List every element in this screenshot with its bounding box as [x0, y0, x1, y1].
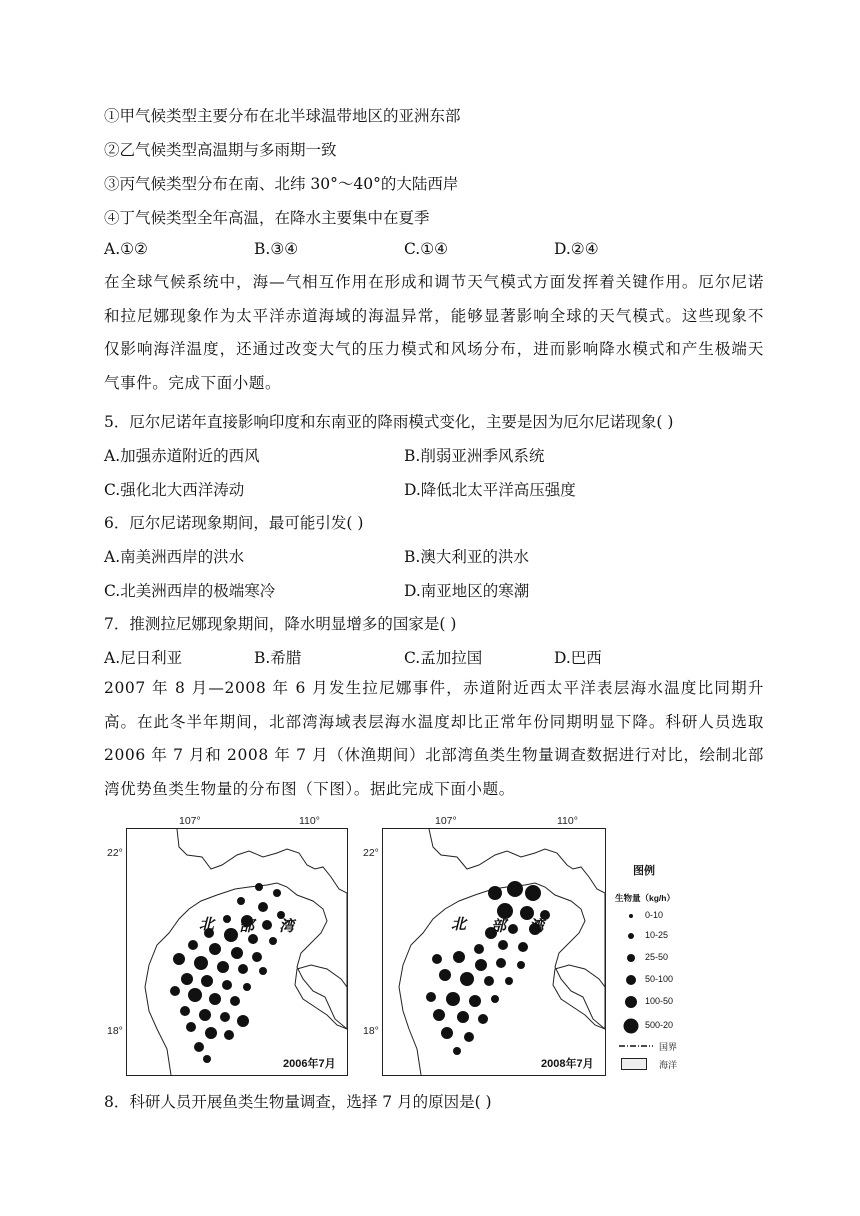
map-2008-biomass-dot — [446, 992, 460, 1006]
map-2006-biomass-dot — [273, 889, 281, 897]
legend-sea-label: 海洋 — [659, 1060, 678, 1070]
map-2006-biomass-dot — [231, 947, 243, 959]
q5-option-a: A.加强赤道附近的西风 — [104, 447, 260, 465]
q6-option-c: C.北美洲西岸的极端寒冷 — [104, 582, 276, 600]
map2-gulf-char-3: 湾 — [529, 917, 545, 935]
map-2006-biomass-dot — [180, 1006, 190, 1016]
q5-option-d: D.降低北太平洋高压强度 — [404, 481, 576, 499]
q6-option-d: D.南亚地区的寒潮 — [404, 582, 530, 600]
map-2006-biomass-dot — [199, 1009, 211, 1021]
map-2006-biomass-dot — [205, 1027, 217, 1039]
map-2006-biomass-dot — [237, 897, 245, 905]
legend-dot-25-50 — [627, 954, 635, 962]
map-2008-biomass-dot — [498, 940, 508, 950]
map1-gulf-char-3: 湾 — [279, 917, 295, 935]
map-2008-biomass-dot — [426, 992, 436, 1002]
legend-dot-500-20 — [624, 1019, 639, 1034]
q6-option-a: A.南美洲西岸的洪水 — [104, 548, 245, 566]
map-2008 — [363, 815, 606, 1076]
q4-option-a: A.①② — [104, 240, 148, 258]
map-2008-biomass-dot — [460, 972, 474, 986]
q7-stem: 7．推测拉尼娜现象期间，降水明显增多的国家是( ) — [104, 615, 457, 633]
legend-class-3: 25-50 — [645, 952, 669, 962]
legend-class-6: 500-20 — [645, 1020, 674, 1030]
map-2006-biomass-dot — [222, 980, 232, 990]
map-2006-biomass-dot — [224, 1030, 234, 1040]
legend-class-5: 100-50 — [645, 996, 674, 1006]
map1-date-label: 2006年7月 — [283, 1058, 336, 1070]
legend-dot-0-10 — [629, 914, 633, 918]
map-2006-biomass-dot — [188, 940, 198, 950]
map-2008-biomass-dot — [518, 942, 528, 952]
map-2008-biomass-dot — [491, 995, 499, 1003]
passage-enso: 在全球气候系统中，海—气相互作用在形成和调节天气模式方面发挥着关键作用。厄尔尼诺和拉尼娜现象作为太平洋赤道海域的海温异常，能够显著影响全球的天气模式。这些现象不仅影响海洋温度，还通过改变大气的压力模式和风场分布，进而影响降水模式和产生极端天气事件。完成下面小题。 — [104, 273, 764, 392]
map-2008-biomass-dot — [453, 1047, 461, 1055]
map-2006-biomass-dot — [194, 956, 208, 970]
map-2006-biomass-dot — [181, 973, 193, 985]
map-2008-biomass-dot — [457, 1011, 469, 1023]
map-2006-biomass-dot — [217, 961, 229, 973]
q5-option-b: B.削弱亚洲季风系统 — [404, 447, 545, 465]
legend-title: 图例 — [633, 865, 655, 877]
map-2008-biomass-dot — [441, 1027, 453, 1039]
map-2008-biomass-dot — [507, 881, 523, 897]
q4-option-c: C.①④ — [404, 240, 449, 258]
map-2008-biomass-dot — [433, 1009, 445, 1021]
map-2006-biomass-dot — [230, 996, 240, 1006]
q7-option-a: A.尼日利亚 — [104, 649, 183, 667]
map-2006-biomass-dot — [209, 993, 221, 1005]
q6-stem: 6．厄尔尼诺现象期间，最可能引发( ) — [104, 514, 364, 532]
map1-lon-107: 107° — [179, 815, 201, 827]
map-2008-biomass-dot — [478, 1014, 488, 1024]
map1-lat-18: 18° — [107, 1025, 123, 1037]
map-2006-biomass-dot — [238, 964, 248, 974]
map1-lat-22: 22° — [107, 847, 123, 859]
map-2008-biomass-dot — [508, 924, 518, 934]
map-2006-biomass-dot — [258, 902, 268, 912]
map1-lon-110: 110° — [299, 815, 320, 827]
map-2008-biomass-dot — [439, 969, 451, 981]
map-2006-biomass-dot — [194, 1042, 204, 1052]
statement-1: ①甲气候类型主要分布在北半球温带地区的亚洲东部 — [104, 107, 461, 125]
legend-dot-10-25 — [628, 933, 634, 939]
map-2006-biomass-dot — [237, 1015, 249, 1027]
q5-option-c: C.强化北大西洋涛动 — [104, 481, 245, 499]
map-2008-biomass-dot — [484, 976, 494, 986]
map2-date-label: 2008年7月 — [541, 1058, 594, 1070]
map2-lon-107: 107° — [435, 815, 457, 827]
map-2006-biomass-dot — [262, 920, 272, 930]
map-2008-biomass-dot — [475, 959, 487, 971]
map-2008-biomass-dot — [517, 961, 525, 969]
map-2008-biomass-dot — [432, 954, 442, 964]
map-2006-biomass-dot — [186, 1022, 196, 1032]
legend-border-label: 国界 — [659, 1042, 678, 1052]
map-2006 — [107, 815, 348, 1076]
q8-stem: 8．科研人员开展鱼类生物量调查，选择 7 月的原因是( ) — [104, 1093, 492, 1111]
map-2008-biomass-dot — [505, 977, 513, 985]
map-2006-biomass-dot — [220, 1012, 230, 1022]
map-2006-biomass-dot — [223, 915, 231, 923]
legend-dot-100-50 — [625, 996, 637, 1008]
map-2006-biomass-dot — [203, 1055, 211, 1063]
q4-option-b: B.③④ — [254, 240, 299, 258]
statement-4: ④丁气候类型全年高温，在降水主要集中在夏季 — [104, 209, 430, 227]
map1-gulf-char-2: 部 — [239, 917, 255, 935]
map-2006-biomass-dot — [259, 967, 267, 975]
map-2008-biomass-dot — [488, 886, 502, 900]
legend-class-1: 0-10 — [645, 910, 664, 920]
map-2006-biomass-dot — [173, 953, 185, 965]
map-2006-biomass-dot — [188, 988, 202, 1002]
q7-option-d: D.巴西 — [554, 649, 602, 667]
statement-3: ③丙气候类型分布在南、北纬 30°～40°的大陆西岸 — [104, 175, 459, 193]
statement-2: ②乙气候类型高温期与多雨期一致 — [104, 141, 337, 159]
map2-lon-110: 110° — [557, 815, 578, 827]
map-2008-biomass-dot — [469, 995, 481, 1007]
map-2008-biomass-dot — [453, 951, 465, 963]
legend-class-2: 10-25 — [645, 930, 669, 940]
map-2006-biomass-dot — [224, 928, 238, 942]
legend-subtitle: 生物量（kg/h） — [615, 893, 675, 903]
map-2006-biomass-dot — [243, 983, 251, 991]
map-2006-biomass-dot — [209, 943, 221, 955]
map-2006-biomass-dot — [269, 937, 277, 945]
q4-option-d: D.②④ — [554, 240, 599, 258]
coastline-2008 — [399, 829, 605, 1075]
map-2006-biomass-dot — [252, 952, 262, 962]
passage-beibu-gulf: 2007 年 8 月—2008 年 6 月发生拉尼娜事件，赤道附近西太平洋表层海水温度比同期升高。在此冬半年期间，北部湾海域表层海水温度却比正常年份同期明显下降。科研人员选取 2006 年 7 月和 2008 年 7 月（休渔期间）北部湾鱼类生物量调查数据进行对比，绘制北部湾优势鱼类生物量的分布图（下图）。据此完成下面小题。 — [104, 679, 764, 798]
map-2006-biomass-dot — [201, 975, 213, 987]
map-2008-biomass-dot — [496, 958, 506, 968]
map2-lat-18: 18° — [363, 1025, 379, 1037]
q5-stem: 5．厄尔尼诺年直接影响印度和东南亚的降雨模式变化，主要是因为厄尔尼诺现象( ) — [104, 413, 674, 431]
hainan-2006 — [295, 965, 347, 1029]
q7-option-b: B.希腊 — [254, 649, 302, 667]
q7-option-c: C.孟加拉国 — [404, 649, 483, 667]
coastline-2006 — [145, 829, 347, 1075]
legend-sea-swatch — [621, 1058, 647, 1070]
legend-dot-50-100 — [626, 975, 636, 985]
map-2008-biomass-dot — [474, 944, 484, 954]
biomass-dots-2006 — [170, 883, 285, 1063]
q6-option-b: B.澳大利亚的洪水 — [404, 548, 529, 566]
map1-gulf-char-1: 北 — [199, 915, 215, 933]
hainan-2008 — [553, 965, 605, 1029]
map-2008-biomass-dot — [525, 885, 541, 901]
map2-gulf-char-2: 部 — [491, 917, 507, 935]
map2-lat-22: 22° — [363, 847, 379, 859]
map2-gulf-char-1: 北 — [451, 915, 467, 933]
map-2006-biomass-dot — [255, 883, 263, 891]
map-2006-biomass-dot — [170, 986, 180, 996]
biomass-dots-2008 — [426, 881, 550, 1055]
map-2008-biomass-dot — [464, 1032, 474, 1042]
legend-class-4: 50-100 — [645, 974, 674, 984]
